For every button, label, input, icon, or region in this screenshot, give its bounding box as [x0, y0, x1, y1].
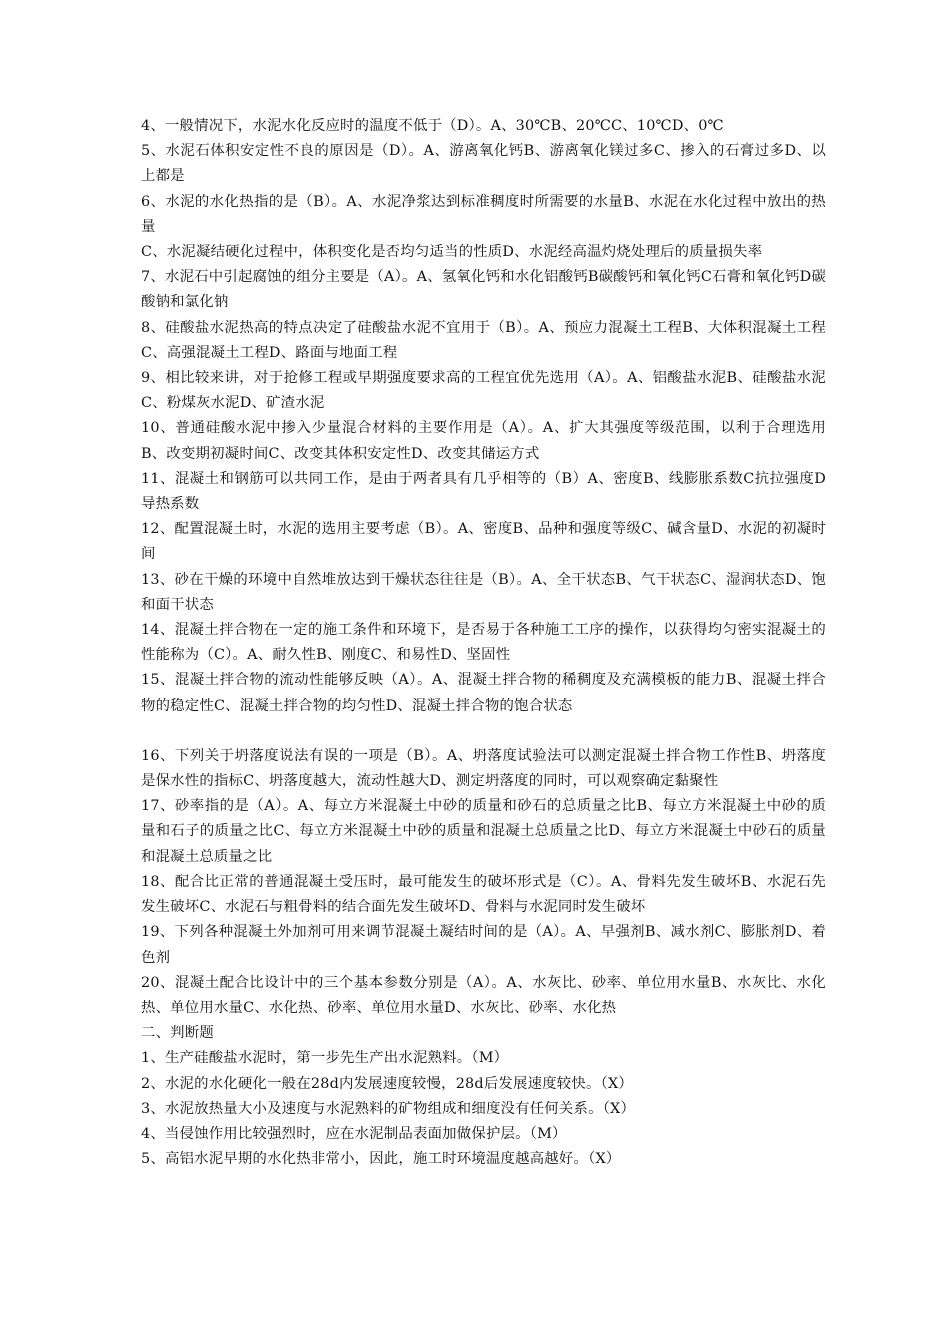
question-20: 20、混凝土配合比设计中的三个基本参数分别是（A）。A、水灰比、砂率、单位用水量B、水灰比、水化热、单位用水量C、水化热、砂率、单位用水量D、水灰比、砂率、水化热 [141, 974, 826, 1016]
question-block-top [141, 114, 826, 719]
question-19: 19、下列各种混凝土外加剂可用来调节混凝土凝结时间的是（A）。A、早强剂B、减水剂C、膨胀剂D、着色剂 [141, 924, 826, 966]
question-17: 17、砂率指的是（A）。A、每立方米混凝土中砂的质量和砂石的总质量之比B、每立方米混凝土中砂的质量和石子的质量之比C、每立方米混凝土中砂的质量和混凝土总质量之比D、每立方米混凝土中砂石的质量和混凝土总质量之比 [141, 798, 826, 865]
judgment-item-5: 5、高铝水泥早期的水化热非常小，因此，施工时环境温度越高越好。（X） [141, 1151, 621, 1168]
question-block-bottom [141, 744, 826, 1021]
question-10: 10、普通硅酸水泥中掺入少量混合材料的主要作用是（A）。A、扩大其强度等级范围，以利于合理选用B、改变期初凝时间C、改变其体积安定性D、改变其储运方式 [141, 420, 826, 462]
question-9: 9、相比较来讲，对于抢修工程或早期强度要求高的工程宜优先选用（A）。A、铝酸盐水泥B、硅酸盐水泥C、粉煤灰水泥D、矿渣水泥 [141, 370, 826, 412]
judgment-item-2: 2、水泥的水化硬化一般在28d内发展速度较慢，28d后发展速度较快。（X） [141, 1075, 633, 1092]
document-page [141, 114, 826, 1172]
question-6-continued: C、水泥凝结硬化过程中，体积变化是否均匀适当的性质D、水泥经高温灼烧处理后的质量损失率 [141, 244, 763, 261]
question-7: 7、水泥石中引起腐蚀的组分主要是（A）。A、氢氧化钙和水化铝酸钙B碳酸钙和氧化钙C石膏和氧化钙D碳酸钠和氯化钠 [141, 269, 826, 311]
question-5: 5、水泥石体积安定性不良的原因是（D）。A、游离氧化钙B、游离氧化镁过多C、掺入的石膏过多D、以上都是 [141, 143, 826, 185]
question-6: 6、水泥的水化热指的是（B）。A、水泥净浆达到标准稠度时所需要的水量B、水泥在水化过程中放出的热量 [141, 193, 826, 235]
judgment-item-4: 4、当侵蚀作用比较强烈时，应在水泥制品表面加做保护层。（M） [141, 1125, 567, 1142]
question-14: 14、混凝土拌合物在一定的施工条件和环境下，是否易于各种施工工序的操作，以获得均匀密实混凝土的性能称为（C）。A、耐久性B、刚度C、和易性D、坚固性 [141, 622, 826, 664]
judgment-item-1: 1、生产硅酸盐水泥时，第一步先生产出水泥熟料。（M） [141, 1050, 509, 1067]
question-15: 15、混凝土拌合物的流动性能够反映（A）。A、混凝土拌合物的稀稠度及充满模板的能力B、混凝土拌合物的稳定性C、混凝土拌合物的均匀性D、混凝土拌合物的饱合状态 [141, 672, 826, 714]
judgment-item-3: 3、水泥放热量大小及速度与水泥熟料的矿物组成和细度没有任何关系。（X） [141, 1100, 636, 1117]
question-16: 16、下列关于坍落度说法有误的一项是（B）。A、坍落度试验法可以测定混凝土拌合物工作性B、坍落度是保水性的指标C、坍落度越大，流动性越大D、测定坍落度的同时，可以观察确定黏聚性 [141, 747, 826, 790]
question-13: 13、砂在干燥的环境中自然堆放达到干燥状态往往是（B）。A、全干状态B、气干状态C、湿润状态D、饱和面干状态 [141, 571, 826, 613]
section-title-judgment: 二、判断题 [141, 1025, 214, 1042]
question-8: 8、硅酸盐水泥热高的特点决定了硅酸盐水泥不宜用于（B）。A、预应力混凝土工程B、大体积混凝土工程C、高强混凝土工程D、路面与地面工程 [141, 319, 826, 361]
question-18: 18、配合比正常的普通混凝土受压时，最可能发生的破坏形式是（C）。A、骨料先发生破坏B、水泥石先发生破坏C、水泥石与粗骨料的结合面先发生破坏D、骨料与水泥同时发生破坏 [141, 873, 826, 916]
paragraph-gap [141, 719, 826, 744]
question-12: 12、配置混凝土时，水泥的选用主要考虑（B）。A、密度B、品种和强度等级C、碱含量D、水泥的初凝时间 [141, 521, 826, 563]
judgment-list [141, 1046, 826, 1172]
question-11: 11、混凝土和钢筋可以共同工作，是由于两者具有几乎相等的（B）A、密度B、线膨胀系数C抗拉强度D导热系数 [141, 470, 826, 513]
question-4: 4、一般情况下，水泥水化反应时的温度不低于（D）。A、30℃B、20℃C、10℃D、0℃ [141, 118, 724, 134]
